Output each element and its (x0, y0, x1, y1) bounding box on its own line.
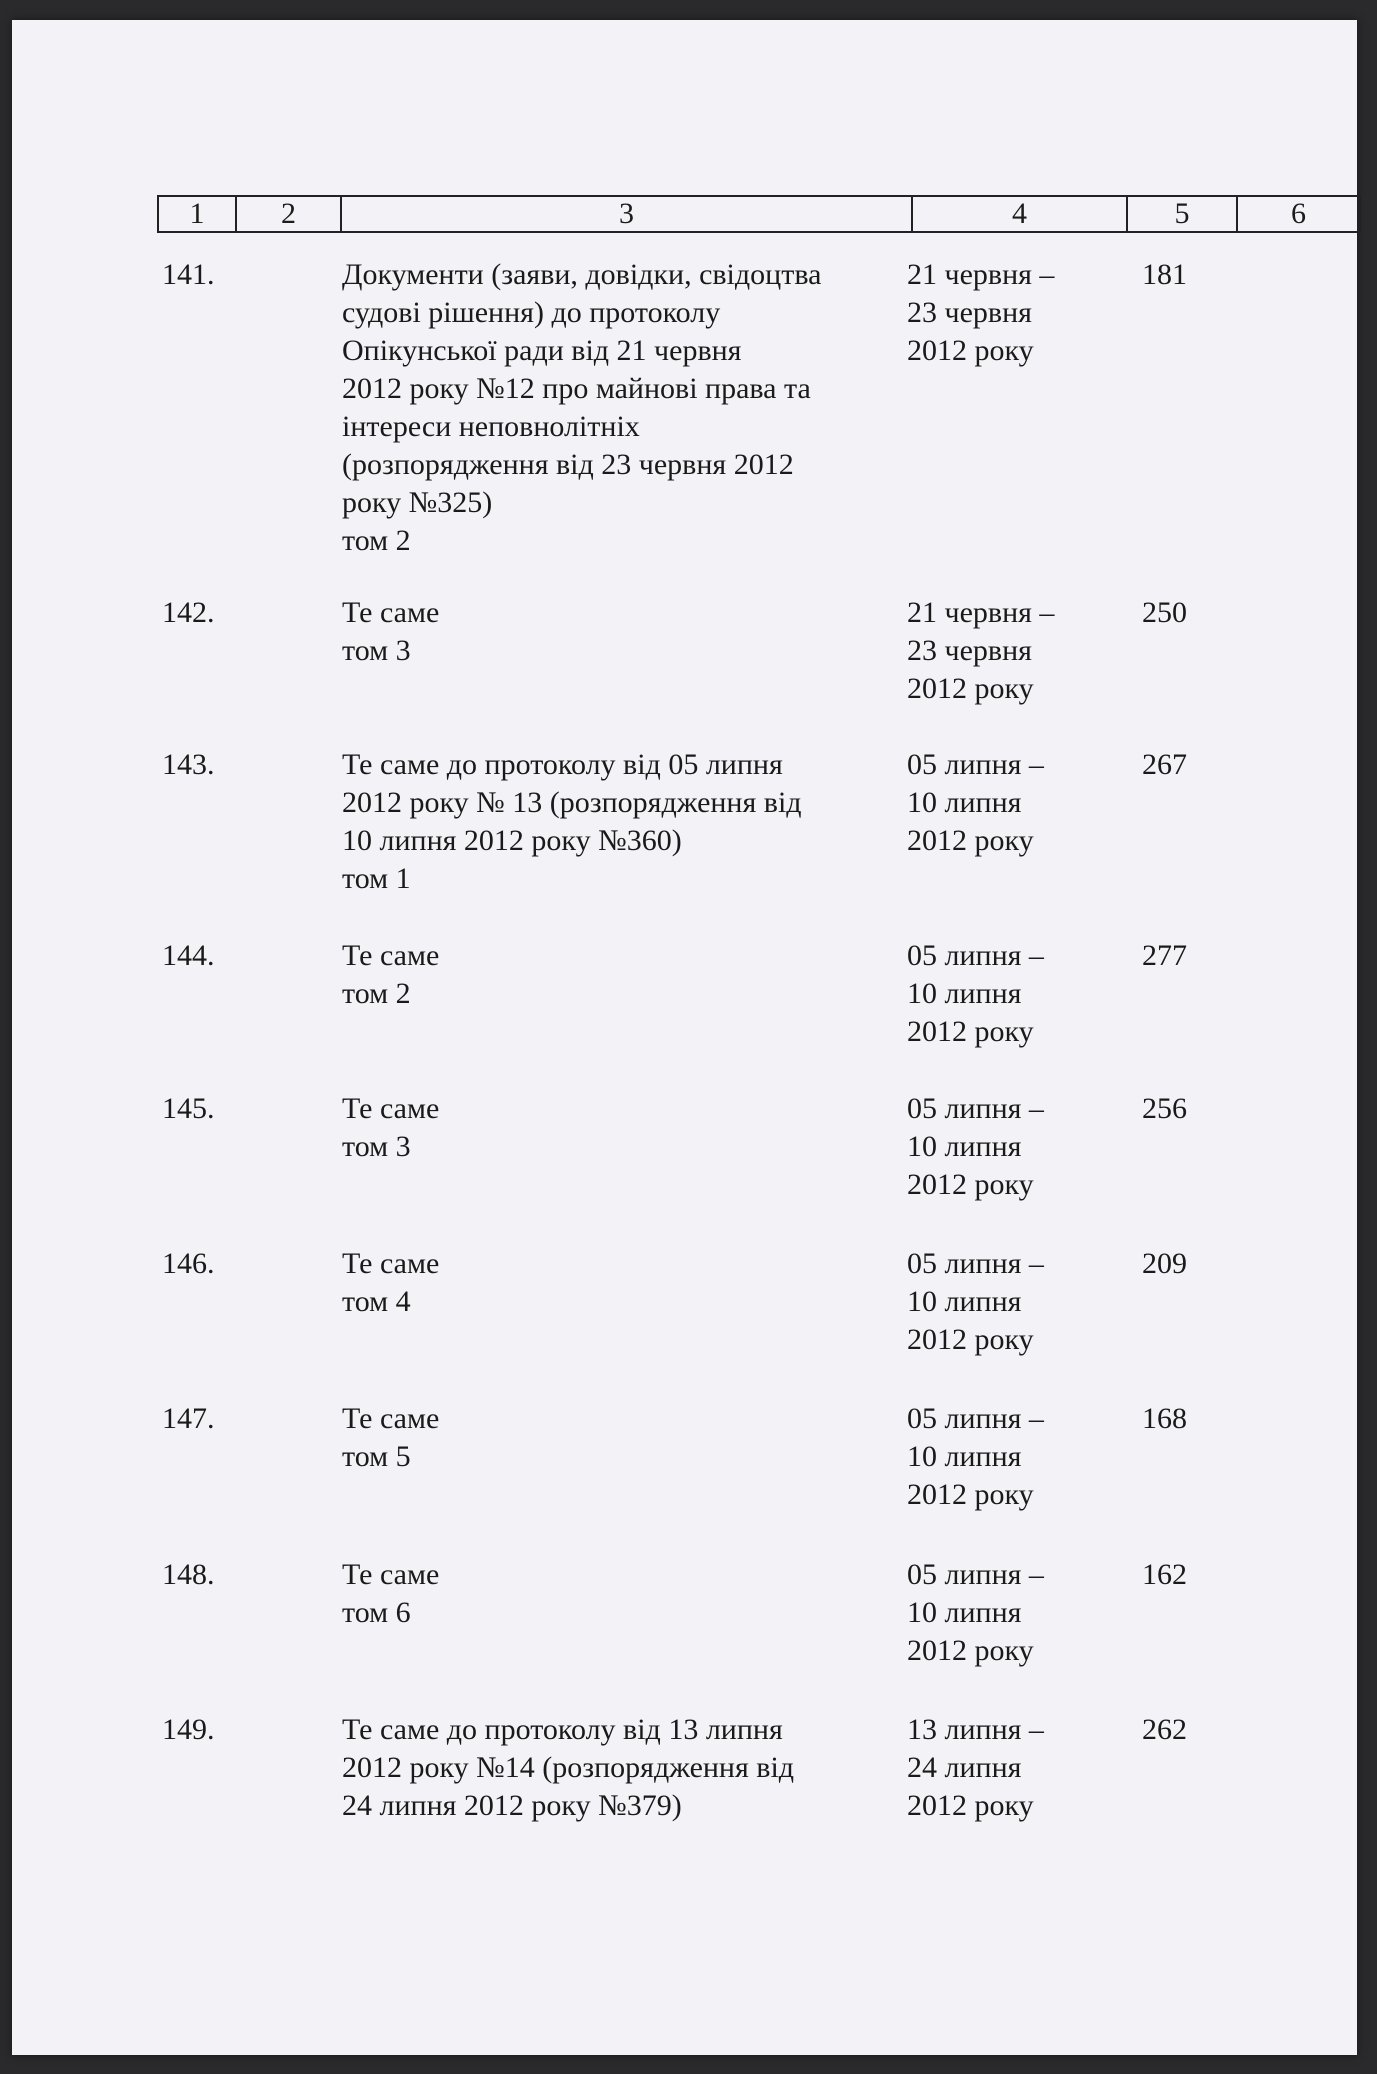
document-page (12, 20, 1357, 2055)
entry-dates: 05 липня – 10 липня 2012 року (907, 939, 1044, 1048)
column-header-6: 6 (1291, 197, 1306, 230)
entry-dates: 05 липня – 10 липня 2012 року (907, 1402, 1044, 1511)
column-header-2: 2 (237, 197, 342, 231)
entry-number: 149. (162, 1713, 215, 1746)
entry-number: 144. (162, 939, 215, 972)
entry-number: 142. (162, 596, 215, 629)
entry-sheet-count: 168 (1142, 1402, 1187, 1435)
column-number-header (157, 195, 1361, 233)
entry-number: 145. (162, 1092, 215, 1125)
entry-dates: 21 червня – 23 червня 2012 року (907, 258, 1055, 367)
column-header-1: 1 (159, 197, 237, 231)
entry-number: 143. (162, 748, 215, 781)
entry-sheet-count: 181 (1142, 258, 1187, 291)
entry-number: 141. (162, 258, 215, 291)
entry-dates: 05 липня – 10 липня 2012 року (907, 748, 1044, 857)
entry-dates: 13 липня – 24 липня 2012 року (907, 1713, 1044, 1822)
column-header-5: 5 (1128, 197, 1238, 231)
entry-description: Те саме том 5 (342, 1402, 440, 1473)
entry-dates: 05 липня – 10 липня 2012 року (907, 1558, 1044, 1667)
entry-number: 147. (162, 1402, 215, 1435)
entry-sheet-count: 209 (1142, 1247, 1187, 1280)
entry-description: Те саме до протоколу від 05 липня 2012 року № 13 (розпорядження від 10 липня 2012 року №360) том 1 (342, 748, 802, 895)
entry-sheet-count: 256 (1142, 1092, 1187, 1125)
entry-dates: 21 червня – 23 червня 2012 року (907, 596, 1055, 705)
entry-description: Те саме том 3 (342, 1092, 440, 1163)
entry-description: Те саме том 3 (342, 596, 440, 667)
entry-description: Те саме до протоколу від 13 липня 2012 року №14 (розпорядження від 24 липня 2012 року №379) (342, 1713, 795, 1822)
entry-sheet-count: 162 (1142, 1558, 1187, 1591)
entry-sheet-count: 277 (1142, 939, 1187, 972)
entry-sheet-count: 250 (1142, 596, 1187, 629)
entry-description: Те саме том 4 (342, 1247, 440, 1318)
entry-dates: 05 липня – 10 липня 2012 року (907, 1092, 1044, 1201)
entry-sheet-count: 267 (1142, 748, 1187, 781)
entry-dates: 05 липня – 10 липня 2012 року (907, 1247, 1044, 1356)
entry-description: Документи (заяви, довідки, свідоцтва судові рішення) до протоколу Опікунської ради від 21 червня 2012 року №12 про майнові права та інтереси неповнолітніх (розпорядження від 23 червня 2012 року №325) том 2 (342, 258, 822, 557)
entry-description: Те саме том 6 (342, 1558, 440, 1629)
entry-description: Те саме том 2 (342, 939, 440, 1010)
column-header-4: 4 (913, 197, 1128, 231)
entry-sheet-count: 262 (1142, 1713, 1187, 1746)
entry-number: 146. (162, 1247, 215, 1280)
entry-number: 148. (162, 1558, 215, 1591)
column-header-3: 3 (342, 197, 913, 231)
